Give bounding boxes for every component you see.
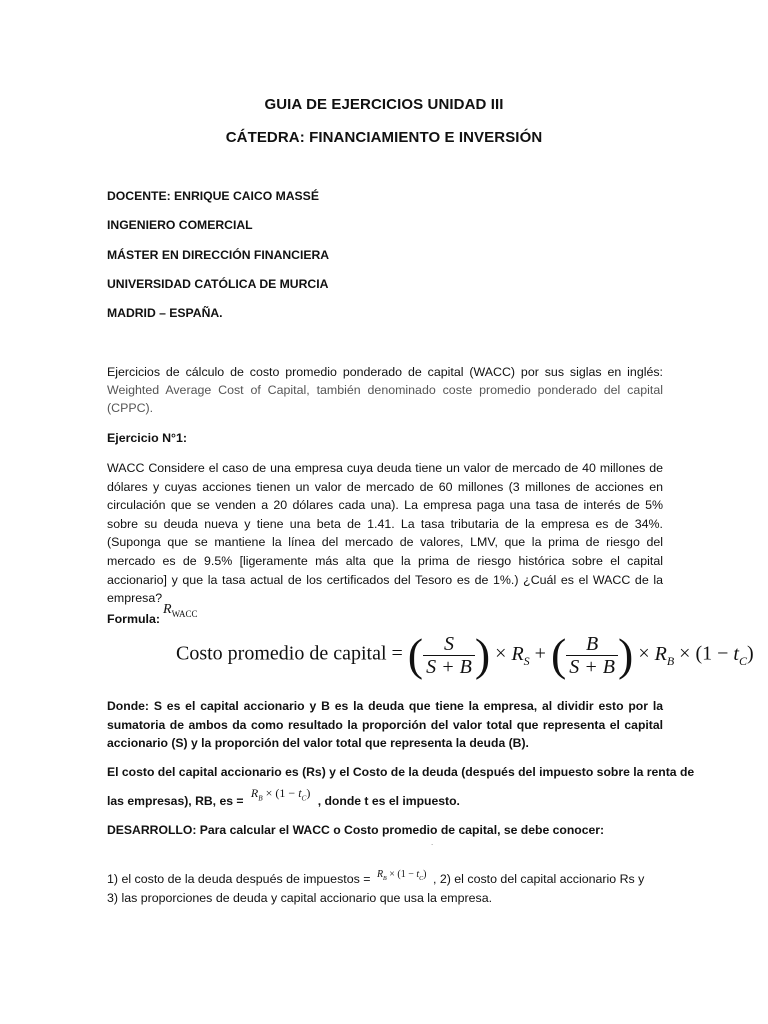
rs-symbol: $R_S$ <box>511 642 530 668</box>
equity-fraction: $\frac{S}{S + B}$ <box>423 633 475 678</box>
author-master: MÁSTER EN DIRECCIÓN FINANCIERA <box>107 248 330 262</box>
author-university: UNIVERSIDAD CATÓLICA DE MURCIA <box>107 277 329 291</box>
author-degree: INGENIERO COMERCIAL <box>107 218 253 232</box>
stray-dot: . <box>431 838 434 847</box>
intro-text: Ejercicios de cálculo de costo promedio ponderado de capital (WACC) por sus siglas en inglés: <box>107 365 663 379</box>
desarrollo-label: DESARROLLO: <box>107 823 197 837</box>
author-location: MADRID – ESPAÑA. <box>107 306 223 320</box>
formula-lhs: Costo promedio de capital = <box>176 642 403 665</box>
rb-symbol: $R_B$ <box>654 642 675 668</box>
donde-paragraph: Donde: S es el capital accionario y B es la deuda que tiene la empresa, al dividir esto por la sumatoria de ambos da como resultado la proporción del valor total que representa el capital accionario (S) y la proporción del valor total que representa la deuda (B). <box>107 699 663 751</box>
exercise-heading: Ejercicio N°1: <box>107 431 188 445</box>
wacc-formula: Costo promedio de capital = ( $\frac{S}{S + B}$ ) × $R_S$ + ( $\frac{B}{S + B}$ ) × $R_B \times (1 - t_C)$ <box>176 629 754 680</box>
debt-fraction: $\frac{B}{S + B}$ <box>566 633 618 678</box>
author-name: DOCENTE: ENRIQUE CAICO MASSÉ <box>107 189 319 203</box>
page-title: GUIA DE EJERCICIOS UNIDAD III <box>264 96 504 113</box>
desarrollo-line: DESARROLLO: Para calcular el WACC o Costo promedio de capital, se debe conocer: <box>107 823 605 837</box>
debt-cost-formula: RB × (1 − tC) <box>376 869 427 882</box>
costo-line-2: las empresas), RB, es = $R_B \times (1 - t_C)$ , donde t es el impuesto. <box>107 786 460 808</box>
intro-definition: Weighted Average Cost of Capital, también denominado coste promedio ponderado del capital (CPPC). <box>107 383 663 416</box>
page-subtitle: CÁTEDRA: FINANCIAMIENTO E INVERSIÓN <box>225 129 543 146</box>
exercise-statement: WACC Considere el caso de una empresa cuya deuda tiene un valor de mercado de 40 millones de dólares y cuyas acciones tienen un valor de mercado de 60 millones (3 millones de acciones en circulación que se venden a 20 dólares cada una). La empresa paga una tasa de interés de 5% sobre su deuda nueva y tiene una beta de 1.41. La tasa tributaria de la empresa es de 34%. (Suponga que se mantiene la línea del mercado de valores, LMV, que la prima de riesgo del mercado es de 9.5% [ligeramente más alta que la prima de riesgo histórica sobre el capital accionario] y que la tasa actual de los certificados del Tesoro es de 1%.) ¿Cuál es el WACC de la empresa? <box>107 461 663 606</box>
costo-line-1: El costo del capital accionario es (Rs) y el Costo de la deuda (después del impuesto sobre la renta de <box>107 765 695 779</box>
rwacc-symbol: $R_{WACC}$ <box>163 602 198 619</box>
rb-after-tax-formula: $R_B \times (1 - t_C)$ <box>250 786 311 803</box>
list-line-1: 1) el costo de la deuda después de impuestos = $^{R_B \times (1 - t_C)}$ , 2) el costo del capital accionario Rs y <box>107 869 645 886</box>
list-line-2: 3) las proporciones de deuda y capital accionario que usa la empresa. <box>107 891 493 905</box>
intro-paragraph <box>107 363 663 418</box>
formula-label: Formula: <box>107 612 161 626</box>
